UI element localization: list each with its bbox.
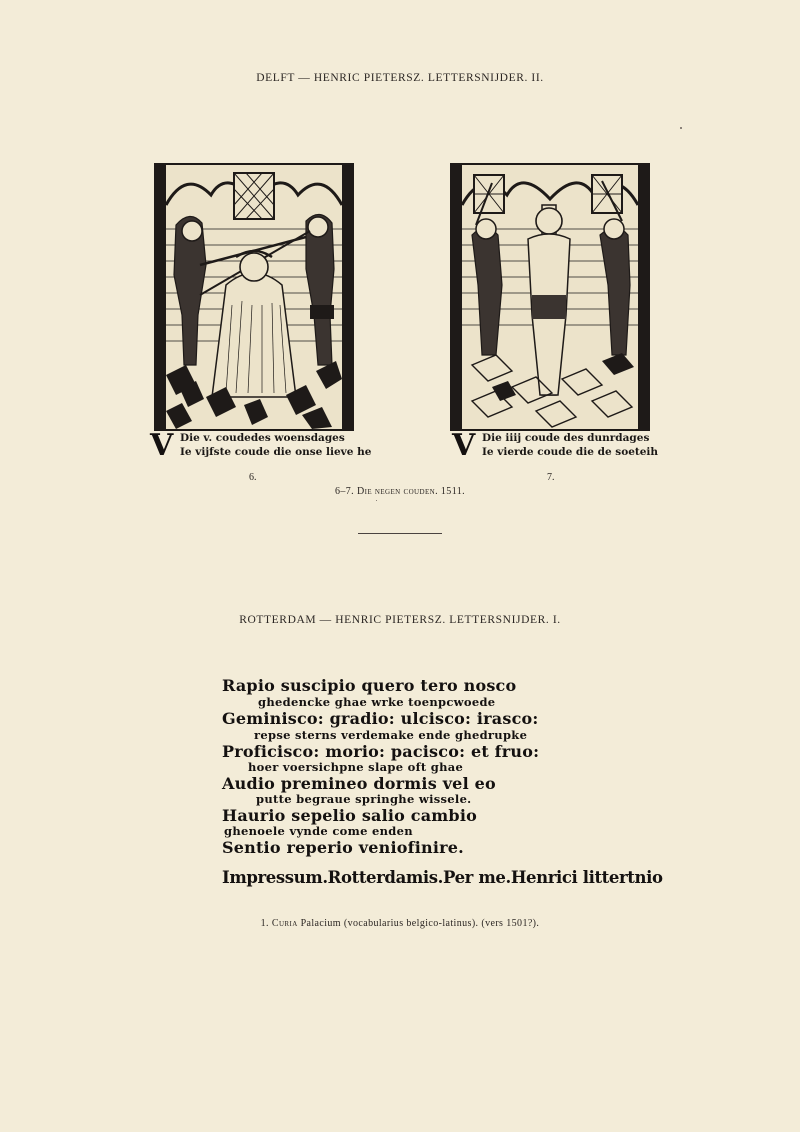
bottom-caption-title: Curia [271,918,298,929]
specimen-line: ghenoele vynde come enden [224,824,413,838]
specimen-line: Geminisco: gradio: ulcisco: irasco: [222,709,539,728]
woodcut-7-number: 7. [547,472,555,483]
woodcut-6-illustration [156,165,352,429]
specimen-line: Sentio reperio veniofinire. [222,838,464,857]
woodcut-6-number: 6. [249,472,257,483]
woodcut-6-initial: V [150,428,174,463]
section-divider [358,533,442,534]
specimen-line: Haurio sepelio salio cambio [222,806,477,825]
specimen-line: hoer voersichpne slape oft ghae [248,760,464,774]
specimen-line: repse sterns verdemake ende ghedrupke [254,728,528,742]
paper-speck [680,127,682,129]
specimen-line: ghedencke ghae wrke toenpcwoede [258,695,496,709]
paper-speck [376,500,377,501]
specimen-line: putte begraue springhe wissele. [256,792,472,806]
woodcut-7-caption-line1: Die iiij coude des dunrdages [482,432,650,444]
bottom-caption-number: 1. [260,918,269,929]
top-heading: DELFT — HENRIC PIETERSZ. LETTERSNIJDER. II. [256,72,544,84]
woodcut-7-initial: V [452,428,476,463]
woodcut-7-illustration [452,165,648,429]
specimen-line: Proficisco: morio: pacisco: et fruo: [222,742,540,761]
specimen-line: Rapio suscipio quero tero nosco [222,676,517,695]
woodcut-6-image [154,163,354,431]
bottom-caption-rest: Palacium (vocabularius belgico-latinus). (vers 1501?). [300,918,540,929]
woodcut-caption-year: 1511. [440,486,466,497]
woodcut-caption-title: Die negen couden. [356,486,438,497]
specimen-colophon: Impressum.Rotterdamis.Per me.Henrici littertnio [222,868,663,887]
woodcut-7-caption-line2: Ie vierde coude die de soeteih [482,446,659,458]
woodcut-7-image [450,163,650,431]
woodcut-caption [0,486,800,497]
section-heading: ROTTERDAM — HENRIC PIETERSZ. LETTERSNIJDER. I. [239,614,561,626]
specimen-line: Audio premineo dormis vel eo [222,774,496,793]
woodcut-caption-prefix: 6–7. [334,486,355,497]
woodcut-6-caption-line2: Ie vijfste coude die onse lieve he [180,446,372,458]
woodcut-6-caption-line1: Die v. coudedes woensdages [180,432,345,444]
bottom-caption [0,918,800,929]
